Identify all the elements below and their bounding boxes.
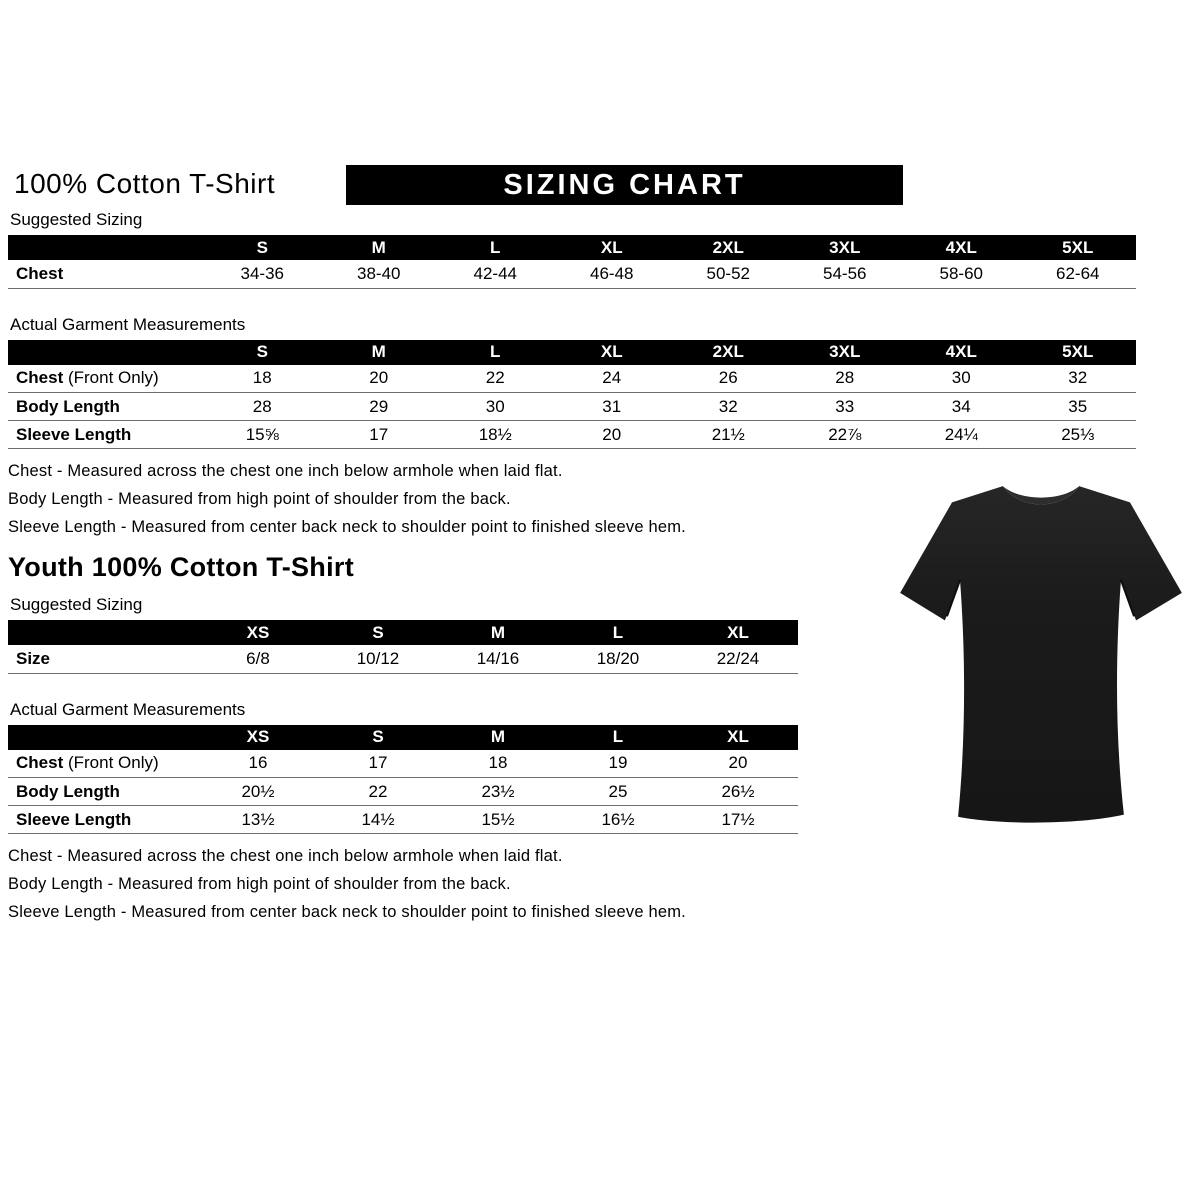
youth-suggested-sizing-table — [8, 620, 798, 674]
measurement-cell: 17½ — [678, 806, 798, 834]
measurement-cell: 16½ — [558, 806, 678, 834]
measurement-cell: 20 — [321, 365, 438, 393]
adult-actual-measurements-label: Actual Garment Measurements — [10, 314, 246, 334]
measurement-cell: 22/24 — [678, 645, 798, 673]
size-column-header: 5XL — [1020, 340, 1137, 365]
measurement-cell: 58-60 — [903, 260, 1020, 288]
size-column-header: XL — [554, 340, 671, 365]
adult-suggested-sizing-table — [8, 235, 1136, 289]
measurement-cell: 10/12 — [318, 645, 438, 673]
measurement-cell: 13½ — [198, 806, 318, 834]
measurement-cell: 25 — [558, 778, 678, 806]
measurement-cell: 18 — [438, 750, 558, 778]
size-column-header: L — [558, 620, 678, 645]
size-column-header: 5XL — [1020, 235, 1137, 260]
measurement-cell: 38-40 — [321, 260, 438, 288]
measurement-cell: 23½ — [438, 778, 558, 806]
size-column-header: 4XL — [903, 235, 1020, 260]
size-column-header: M — [321, 235, 438, 260]
size-column-header: S — [318, 725, 438, 750]
size-column-header: 4XL — [903, 340, 1020, 365]
row-label: Body Length — [8, 778, 198, 806]
measurement-cell: 30 — [903, 365, 1020, 393]
size-column-header: XL — [678, 725, 798, 750]
row-label: Sleeve Length — [8, 421, 204, 449]
measurement-cell: 46-48 — [554, 260, 671, 288]
table-header-row — [8, 340, 1136, 365]
note-line: Chest - Measured across the chest one inch below armhole when laid flat. — [8, 462, 563, 480]
table-header-row — [8, 620, 798, 645]
measurement-cell: 62-64 — [1020, 260, 1137, 288]
table-row — [8, 750, 798, 778]
note-line: Sleeve Length - Measured from center back neck to shoulder point to finished sleeve hem. — [8, 518, 686, 536]
size-column-header: 3XL — [787, 340, 904, 365]
sizing-chart-banner-label: SIZING CHART — [503, 168, 746, 201]
table-row — [8, 421, 1136, 449]
size-column-header: M — [438, 620, 558, 645]
measurement-cell: 22⅞ — [787, 421, 904, 449]
measurement-cell: 18½ — [437, 421, 554, 449]
measurement-cell: 26 — [670, 365, 787, 393]
sizing-chart-banner — [346, 165, 903, 205]
page-title: 100% Cotton T-Shirt — [14, 168, 276, 199]
measurement-cell: 35 — [1020, 393, 1137, 421]
table-row — [8, 260, 1136, 288]
youth-actual-measurements-table — [8, 725, 798, 835]
row-label: Chest (Front Only) — [8, 365, 204, 393]
table-header-corner — [8, 340, 204, 365]
measurement-cell: 19 — [558, 750, 678, 778]
tshirt-graphic — [895, 478, 1187, 834]
size-column-header: M — [438, 725, 558, 750]
size-column-header: 3XL — [787, 235, 904, 260]
measurement-cell: 29 — [321, 393, 438, 421]
measurement-cell: 24¼ — [903, 421, 1020, 449]
measurement-cell: 22 — [318, 778, 438, 806]
note-line: Body Length - Measured from high point of shoulder from the back. — [8, 490, 511, 508]
measurement-cell: 21½ — [670, 421, 787, 449]
table-header-row — [8, 235, 1136, 260]
table-row — [8, 365, 1136, 393]
measurement-cell: 32 — [1020, 365, 1137, 393]
measurement-cell: 6/8 — [198, 645, 318, 673]
tshirt-image — [895, 478, 1187, 834]
size-column-header: XS — [198, 725, 318, 750]
row-label: Chest — [8, 260, 204, 288]
measurement-cell: 50-52 — [670, 260, 787, 288]
measurement-cell: 14/16 — [438, 645, 558, 673]
measurement-cell: 30 — [437, 393, 554, 421]
table-row — [8, 806, 798, 834]
measurement-cell: 34-36 — [204, 260, 321, 288]
measurement-cell: 31 — [554, 393, 671, 421]
size-column-header: L — [558, 725, 678, 750]
table-header-row — [8, 725, 798, 750]
measurement-cell: 18/20 — [558, 645, 678, 673]
table-header-corner — [8, 725, 198, 750]
note-line: Body Length - Measured from high point of shoulder from the back. — [8, 875, 511, 893]
table-row — [8, 778, 798, 806]
note-line: Chest - Measured across the chest one inch below armhole when laid flat. — [8, 847, 563, 865]
measurement-cell: 26½ — [678, 778, 798, 806]
row-label: Size — [8, 645, 198, 673]
youth-measurement-notes — [8, 847, 1148, 921]
measurement-cell: 42-44 — [437, 260, 554, 288]
measurement-cell: 18 — [204, 365, 321, 393]
measurement-cell: 54-56 — [787, 260, 904, 288]
measurement-cell: 28 — [204, 393, 321, 421]
size-column-header: S — [204, 235, 321, 260]
youth-actual-measurements-label: Actual Garment Measurements — [10, 699, 246, 719]
measurement-cell: 34 — [903, 393, 1020, 421]
measurement-cell: 16 — [198, 750, 318, 778]
size-column-header: XL — [554, 235, 671, 260]
youth-suggested-sizing-label: Suggested Sizing — [10, 595, 143, 614]
size-column-header: 2XL — [670, 340, 787, 365]
size-column-header: L — [437, 340, 554, 365]
adult-suggested-sizing-label: Suggested Sizing — [10, 210, 143, 229]
tshirt-body — [900, 486, 1182, 822]
size-column-header: XS — [198, 620, 318, 645]
row-label: Chest (Front Only) — [8, 750, 198, 778]
size-column-header: XL — [678, 620, 798, 645]
adult-actual-measurements-table — [8, 340, 1136, 450]
measurement-cell: 20 — [678, 750, 798, 778]
measurement-cell: 25⅓ — [1020, 421, 1137, 449]
measurement-cell: 17 — [318, 750, 438, 778]
size-column-header: 2XL — [670, 235, 787, 260]
measurement-cell: 17 — [321, 421, 438, 449]
measurement-cell: 20½ — [198, 778, 318, 806]
row-label: Body Length — [8, 393, 204, 421]
measurement-cell: 32 — [670, 393, 787, 421]
size-column-header: S — [204, 340, 321, 365]
size-column-header: S — [318, 620, 438, 645]
measurement-cell: 28 — [787, 365, 904, 393]
table-header-corner — [8, 235, 204, 260]
size-column-header: L — [437, 235, 554, 260]
table-header-corner — [8, 620, 198, 645]
measurement-cell: 22 — [437, 365, 554, 393]
table-row — [8, 393, 1136, 421]
row-label: Sleeve Length — [8, 806, 198, 834]
table-row — [8, 645, 798, 673]
measurement-cell: 14½ — [318, 806, 438, 834]
measurement-cell: 15⅝ — [204, 421, 321, 449]
note-line: Sleeve Length - Measured from center back neck to shoulder point to finished sleeve hem. — [8, 903, 686, 921]
measurement-cell: 15½ — [438, 806, 558, 834]
measurement-cell: 24 — [554, 365, 671, 393]
youth-section-title: Youth 100% Cotton T-Shirt — [8, 552, 354, 582]
measurement-cell: 20 — [554, 421, 671, 449]
size-column-header: M — [321, 340, 438, 365]
measurement-cell: 33 — [787, 393, 904, 421]
